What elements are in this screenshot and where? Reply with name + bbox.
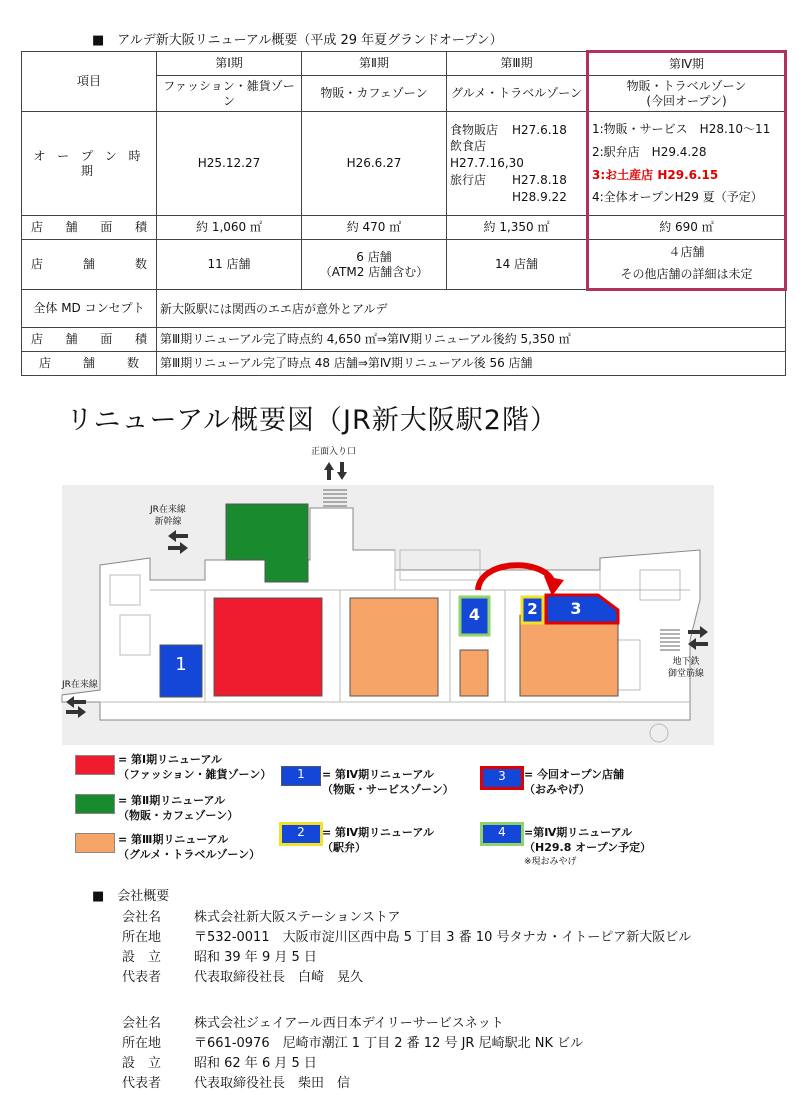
- phase4-area: 約 690 ㎡: [588, 216, 786, 240]
- phase2-name: 第Ⅱ期: [302, 52, 447, 76]
- phase3-count: 14 店舗: [447, 240, 588, 290]
- legend-b1: = 第Ⅳ期リニューアル （物販・サービスゾーン）: [322, 768, 454, 796]
- phase1-area-block: [214, 598, 322, 696]
- block-4-label: 4: [468, 605, 481, 624]
- legend-p1: = 第Ⅰ期リニューアル （ファッション・雑貨ゾーン）: [118, 753, 272, 781]
- total-area-label: 店 舗 面 積: [22, 328, 157, 352]
- area-label: 店 舗 面 積: [22, 216, 157, 240]
- legend-swatch-b3: 3: [480, 766, 524, 790]
- phase4-zone: 物販・トラベルゾーン (今回オープン): [588, 76, 786, 112]
- legend-b3: = 今回オープン店舗 （おみやげ）: [524, 768, 625, 796]
- phase1-open: H25.12.27: [157, 112, 302, 216]
- block-2-label: 2: [527, 600, 538, 618]
- company-2: 会社名 株式会社ジェイアール西日本デイリーサービスネット 所在地 〒661-0976 尼崎市潮江 1 丁目 2 番 12 号 JR 尼崎駅北 NK ビル 設 立 昭和 62 年 6 月 5 日 代表者 代表取締役社長 柴田 信: [122, 1016, 584, 1092]
- label-jr-local: JR在来線: [62, 680, 98, 690]
- company-heading: ■ 会社概要: [92, 889, 170, 904]
- phase2-zone: 物販・カフェゾーン: [302, 76, 447, 112]
- legend-b4: =第Ⅳ期リニューアル （H29.8 オープン予定） ※現おみやげ: [524, 826, 652, 867]
- phase3-area-block-b: [460, 650, 488, 696]
- label-subway: 地下鉄 御堂筋線: [668, 657, 705, 679]
- concept-value: 新大阪駅には関西のエエ店が意外とアルデ: [157, 290, 786, 328]
- phase4-count: ４店舗 その他店舗の詳細は未定: [588, 240, 786, 290]
- count-label: 店 舗 数: [22, 240, 157, 290]
- phase1-name: 第Ⅰ期: [157, 52, 302, 76]
- company-1: 会社名 株式会社新大阪ステーションストア 所在地 〒532-0011 大阪市淀川区西中島 5 丁目 3 番 10 号タナカ・イトーピア新大阪ビル 設 立 昭和 39 年 9 月 5 日 代表者 代表取締役社長 白崎 晃久: [122, 910, 692, 986]
- open-date-label: オ ー プ ン 時 期: [22, 112, 157, 216]
- label-jr-shinkansen: JR在来線 新幹線: [150, 505, 186, 527]
- phase3-area: 約 1,350 ㎡: [447, 216, 588, 240]
- phase1-area: 約 1,060 ㎡: [157, 216, 302, 240]
- phase2-count: 6 店舗 （ATM2 店舗含む）: [302, 240, 447, 290]
- block-1-label: 1: [175, 654, 187, 675]
- label-main-entrance: 正面入り口: [311, 447, 357, 457]
- legend-p3: = 第Ⅲ期リニューアル （グルメ・トラベルゾーン）: [118, 833, 261, 861]
- phase3-area-block-a: [350, 598, 438, 696]
- overview-table: [21, 50, 787, 376]
- legend-swatch-b2: 2: [279, 822, 323, 846]
- entrance-arrows: [324, 462, 347, 480]
- phase4-name: 第Ⅳ期: [588, 52, 786, 76]
- legend-swatch-p2: [75, 794, 115, 814]
- phase3-zone: グルメ・トラベルゾーン: [447, 76, 588, 112]
- phase1-zone: ファッション・雑貨ゾーン: [157, 76, 302, 112]
- legend-p2: = 第Ⅱ期リニューアル （物販・カフェゾーン）: [118, 794, 239, 822]
- phase4-open: 1:物販・サービス H28.10～11 2:駅弁店 H29.4.28 3:お土産店 H29.6.15 4:全体オープンH29 夏（予定）: [588, 112, 786, 216]
- header-item: 項目: [22, 52, 157, 112]
- phase3-name: 第Ⅲ期: [447, 52, 588, 76]
- total-count-value: 第Ⅲ期リニューアル完了時点 48 店舗⇒第Ⅳ期リニューアル後 56 店舗: [157, 352, 786, 376]
- legend-swatch-p1: [75, 755, 115, 775]
- overview-heading: ■ アルデ新大阪リニューアル概要（平成 29 年夏グランドオープン）: [92, 33, 503, 48]
- diagram-title: リニューアル概要図（JR新大阪駅2階）: [66, 405, 558, 436]
- total-count-label: 店 舗 数: [22, 352, 157, 376]
- block-3-label: 3: [570, 599, 582, 618]
- phase2-open: H26.6.27: [302, 112, 447, 216]
- phase2-area: 約 470 ㎡: [302, 216, 447, 240]
- legend-swatch-b1: 1: [281, 766, 321, 786]
- total-area-value: 第Ⅲ期リニューアル完了時点約 4,650 ㎡⇒第Ⅳ期リニューアル後約 5,350 ㎡: [157, 328, 786, 352]
- floor-plan: [0, 440, 806, 760]
- legend-b2: = 第Ⅳ期リニューアル （駅弁）: [322, 826, 434, 854]
- phase3-open: 食物販店 H27.6.18 飲食店H27.7.16,30 旅行店 H27.8.18 H28.9.22: [447, 112, 588, 216]
- phase3-area-block-c: [520, 615, 618, 696]
- legend-swatch-b4: 4: [480, 822, 524, 846]
- phase1-count: 11 店舗: [157, 240, 302, 290]
- legend-swatch-p3: [75, 833, 115, 853]
- concept-label: 全体 MD コンセプト: [22, 290, 157, 328]
